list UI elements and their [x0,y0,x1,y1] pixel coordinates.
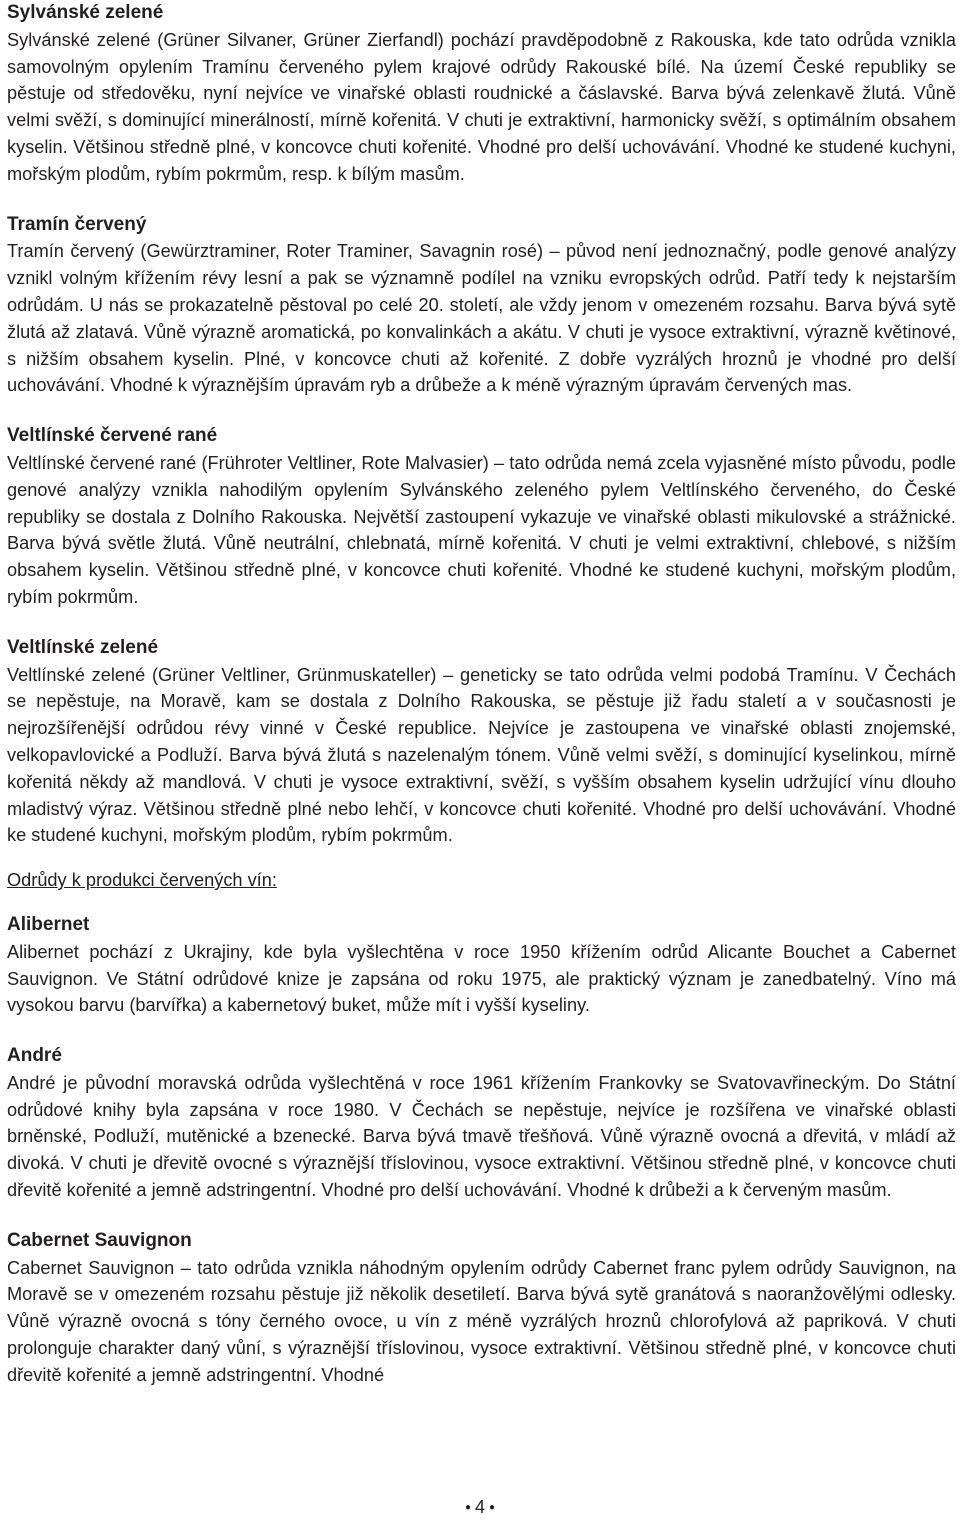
variety-title: Veltlínské zelené [7,636,159,658]
spacer [7,188,956,212]
variety-title: Veltlínské červené rané [7,425,218,447]
variety-description: Alibernet pochází z Ukrajiny, kde byla vyšlechtěna v roce 1950 křížením odrůd Alicante Bouchet a Cabernet Sauvignon. Ve Státní odrůdové knize je zapsána od roku 1975, ale praktický význam je zanedbatelný. Víno má vysokou barvu (barvířka) a kabernetový buket, může mít i vyšší kyseliny. [7,941,956,1016]
variety-section [7,1228,956,1389]
variety-title: Cabernet Sauvignon [7,1229,192,1251]
variety-section [7,912,956,1019]
variety-description: Cabernet Sauvignon – tato odrůda vznikla náhodným opylením odrůdy Cabernet franc pylem odrůdy Sauvignon, na Moravě se v omezeném rozsahu pěstuje již několik desetiletí. Barva bývá sytě granátová s naoranžovělými odlesky. Vůně výrazně ovocná s tóny černého ovoce, u vín z méně vyzrálých hroznů chlorofylová až papriková. V chuti prolonguje charakter daný vůní, s výraznější tříslovinou, vysoce extraktivní. Většinou středně plné, v koncovce chuti dřevitě kořenité a jemně adstringentní. Vhodné [7,1257,956,1385]
document-page [7,0,956,1389]
variety-description: Tramín červený (Gewürztraminer, Roter Traminer, Savagnin rosé) – původ není jednoznačný, podle genové analýzy vznikl volným křížením révy lesní a pak se významně podílel na vzniku evropských odrůd. Patří tedy k nejstarším odrůdám. U nás se prokazatelně pěstoval po celé 20. století, ale vždy jenom v omezeném rozsahu. Barva bývá sytě žlutá až zlatavá. Vůně výrazně aromatická, po konvalinkách a akátu. V chuti je vysoce extraktivní, výrazně květinové, s nižším obsahem kyselin. Plné, v koncovce chuti až kořenité. Z dobře vyzrálých hroznů je vhodné pro delší uchovávání. Vhodné k výraznějším úpravám ryb a drůbeže a k méně výrazným úpravám červených mas. [7,241,956,396]
variety-section [7,1043,956,1204]
page-number: 4 [474,1497,485,1517]
spacer [7,399,956,423]
variety-section [7,423,956,611]
variety-description: André je původní moravská odrůda vyšlechtěná v roce 1961 křížením Frankovky se Svatovavřineckým. Do Státní odrůdové knihy byla zapsána v roce 1980. V Čechách se nepěstuje, nejvíce je rozšířena ve vinařské oblasti brněnské, Podluží, mutěnické a bzenecké. Barva bývá tmavě třešňová. Vůně výrazně ovocná a dřevitá, v mládí až divoká. V chuti je dřevitě ovocné s výraznější tříslovinou, vysoce extraktivní. Většinou středně plné, v koncovce chuti dřevitě kořenité a jemně adstringentní. Vhodné pro delší uchovávání. Vhodné k drůbeži a k červeným masům. [7,1072,956,1201]
spacer [7,894,956,912]
spacer [7,1204,956,1228]
variety-section [7,212,956,400]
spacer [7,611,956,635]
variety-title: Sylvánské zelené [7,2,164,23]
variety-section [7,0,956,188]
bullet-icon: ● [489,1502,496,1514]
spacer [7,849,956,867]
variety-title: André [7,1045,62,1067]
variety-description: Veltlínské červené rané (Frühroter Veltliner, Rote Malvasier) – tato odrůda nemá zcela vyjasněné místo původu, podle genové analýzy vznikla nahodilým opylením Sylvánského zeleného pylem Veltlínského červeného, do České republiky se dostala z Dolního Rakouska. Největší zastoupení vykazuje ve vinařské oblasti mikulovské a strážnické. Barva bývá světle žlutá. Vůně neutrální, chlebnatá, mírně kořenitá. V chuti je velmi extraktivní, chlebové, s nižším obsahem kyselin. Většinou středně plné, v koncovce chuti kořenité. Vhodné ke studené kuchyni, mořským plodům, rybím pokrmům. [7,452,956,607]
spacer [7,1019,956,1043]
red-varieties-heading: Odrůdy k produkci červených vín: [7,870,277,891]
variety-section [7,635,956,849]
variety-title: Tramín červený [7,213,147,235]
page-footer [0,1496,960,1519]
variety-description: Sylvánské zelené (Grüner Silvaner, Grüner Zierfandl) pochází pravděpodobně z Rakouska, kde tato odrůda vznikla samovolným opylením Tramínu červeného pylem krajové odrůdy Rakouské bílé. Na území České republiky se pěstuje od středověku, nyní nejvíce ve vinařské oblasti roudnické a čáslavské. Barva bývá zelenkavě žlutá. Vůně velmi svěží, s dominující minerálností, mírně kořenitá. V chuti je extraktivní, harmonicky svěží, s optimálním obsahem kyselin. Většinou středně plné, v koncovce chuti kořenité. Vhodné pro delší uchovávání. Vhodné ke studené kuchyni, mořským plodům, rybím pokrmům, resp. k bílým masům. [7,29,956,184]
bullet-icon: ● [464,1502,471,1514]
variety-description: Veltlínské zelené (Grüner Veltliner, Grünmuskateller) – geneticky se tato odrůda velmi podobá Tramínu. V Čechách se nepěstuje, na Moravě, kam se dostala z Dolního Rakouska, se pěstuje již řadu staletí a v současnosti je nejrozšířenější odrůdou révy vinné v České republice. Nejvíce je zastoupena ve vinařské oblasti znojemské, velkopavlovické a Podluží. Barva bývá žlutá s nazelenalým tónem. Vůně velmi svěží, s dominující kyselinkou, mírně kořenitá někdy až mandlová. V chuti je vysoce extraktivní, svěží, s vyšším obsahem kyselin udržující vínu dlouho mladistvý výraz. Většinou středně plné nebo lehčí, v koncovce chuti kořenité. Vhodné pro delší uchovávání. Vhodné ke studené kuchyni, mořským plodům, rybím pokrmům. [7,664,956,846]
variety-title: Alibernet [7,913,90,935]
